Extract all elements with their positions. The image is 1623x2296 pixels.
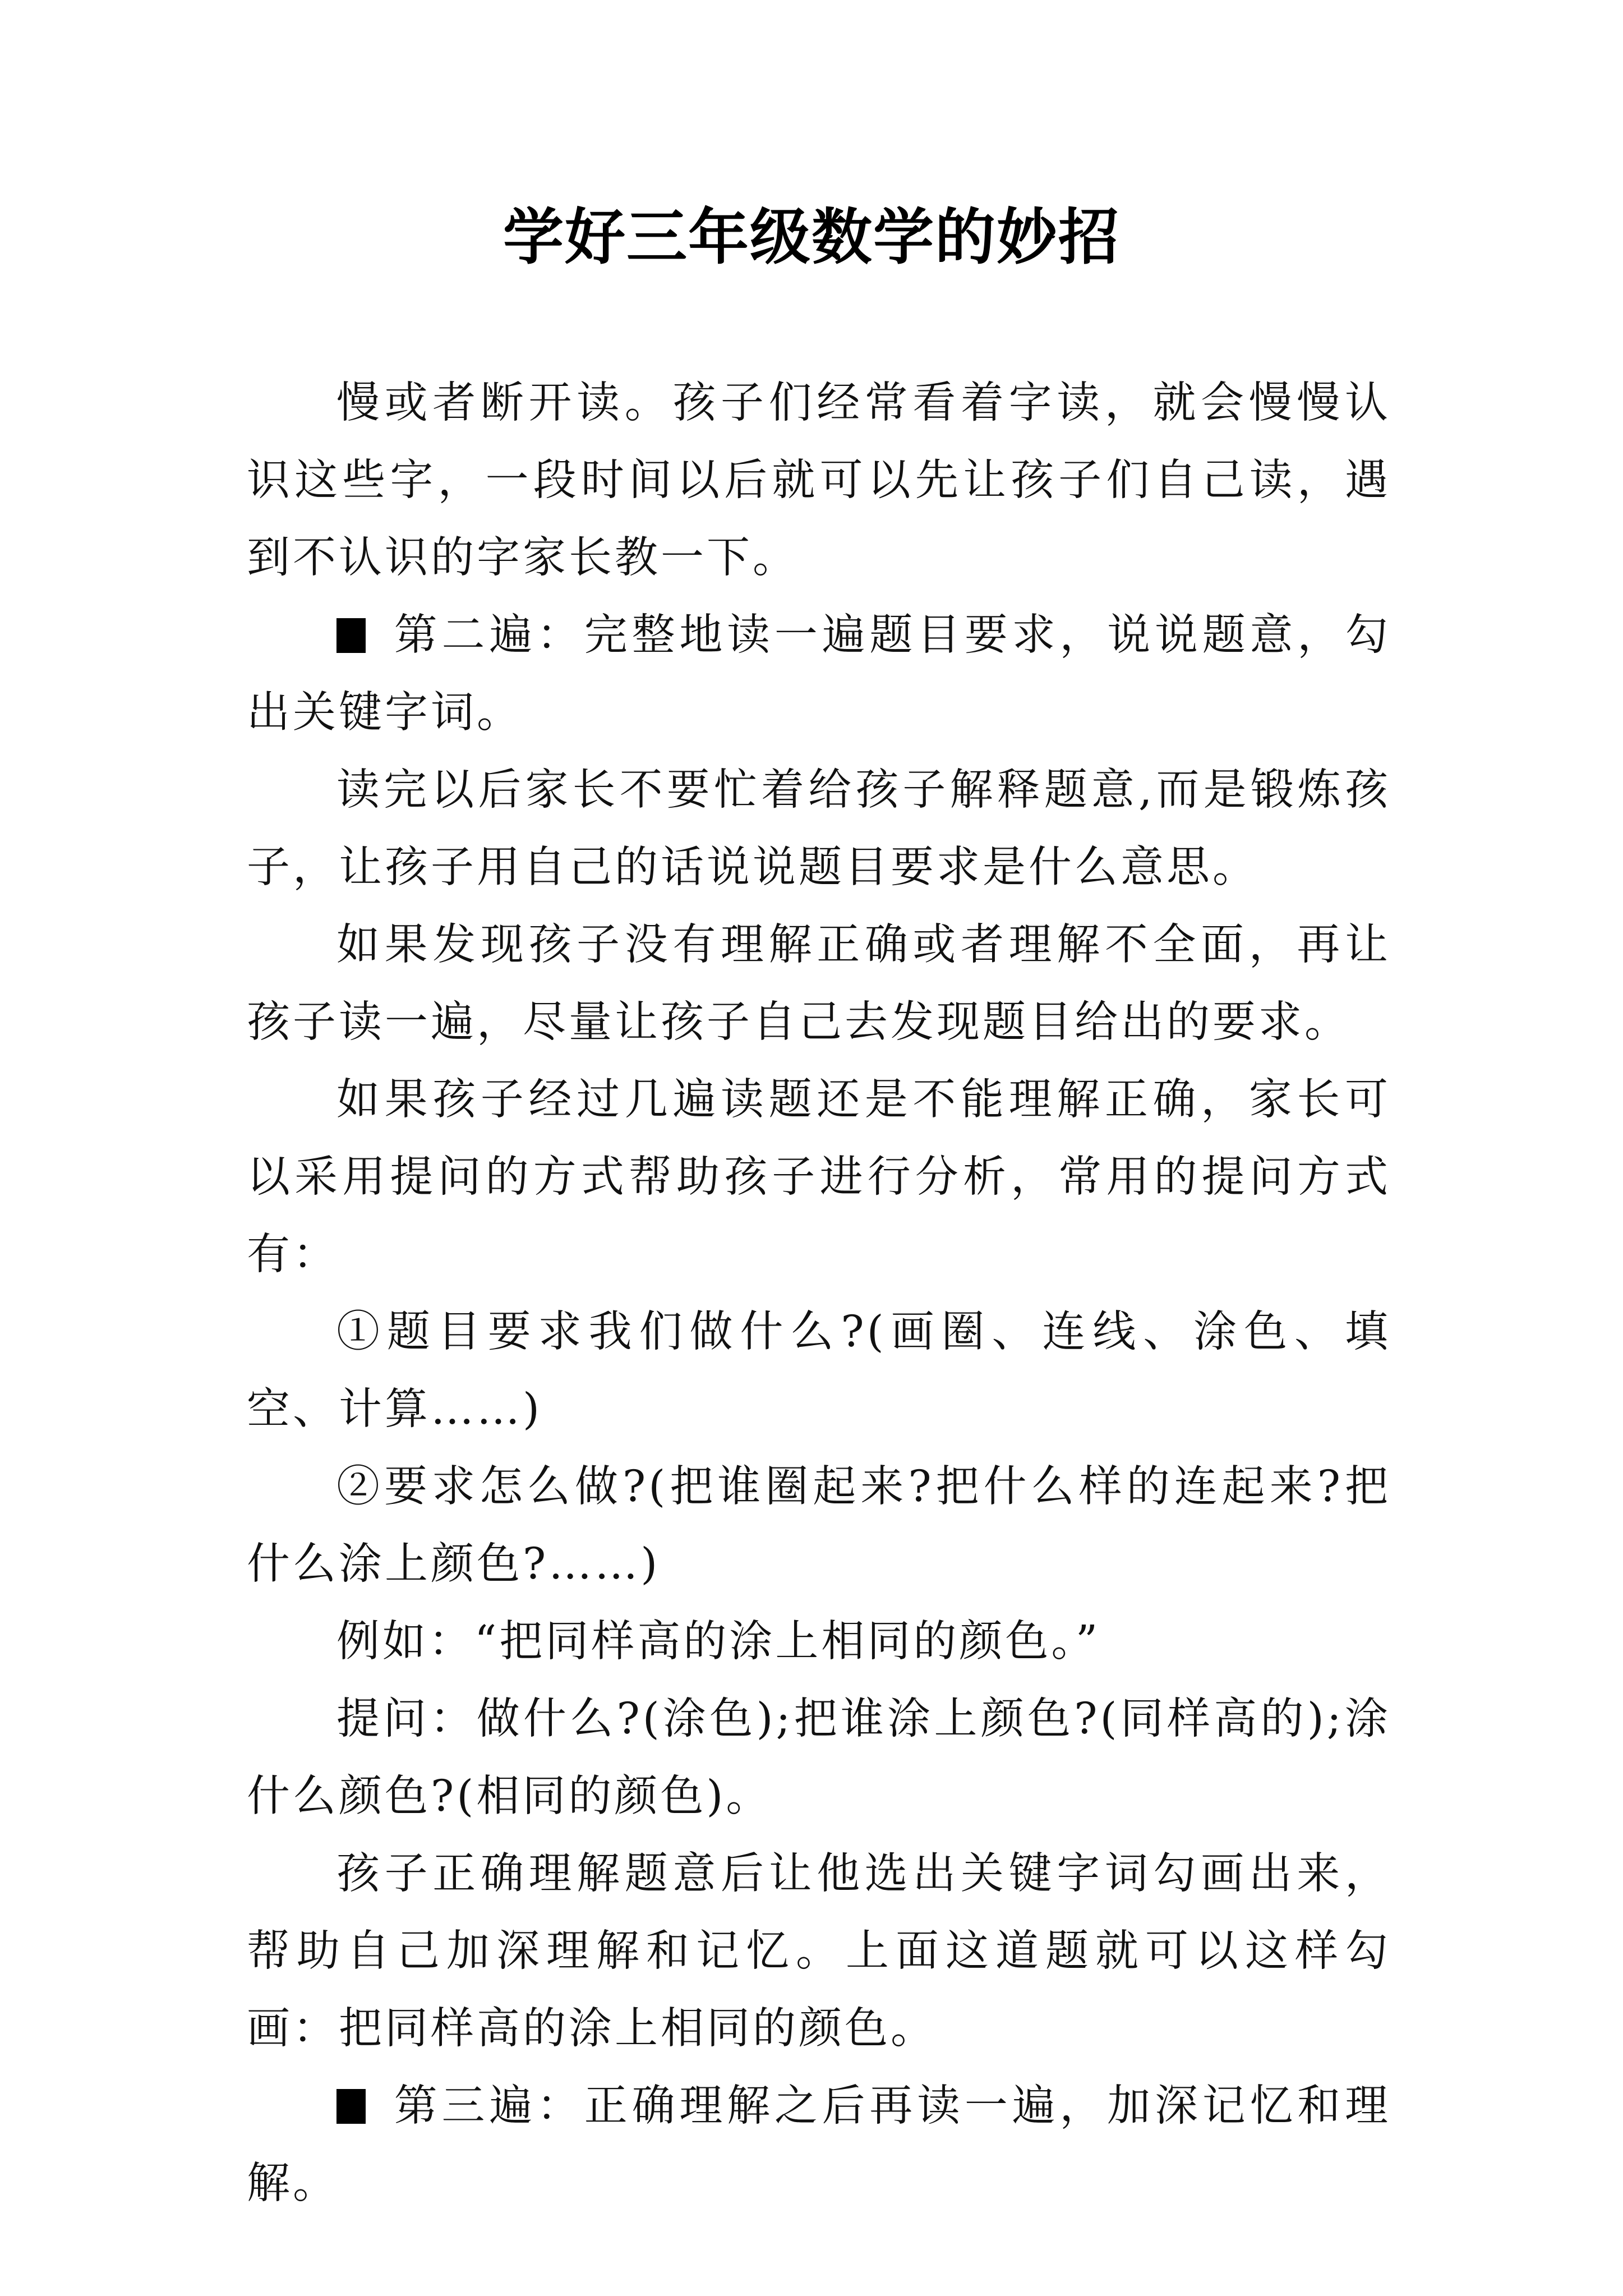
- question-paragraph: 提问：做什么?(涂色);把谁涂上颜色?(同样高的);涂什么颜色?(相同的颜色)。: [247, 1694, 1391, 1821]
- paragraph-3: 读完以后家长不要忙着给孩子解释题意,而是锻炼孩子，让孩子用自己的话说说题目要求是什么意思。: [247, 765, 1391, 892]
- document-title: 学好三年级数学的妙招: [502, 202, 1120, 273]
- question-item-2: ②要求怎么做?(把谁圈起来?把什么样的连起来?把什么涂上颜色?……): [247, 1462, 1391, 1589]
- step-three-text: 第三遍：正确理解之后再读一遍，加深记忆和理解。: [247, 2081, 1391, 2208]
- paragraph-step-two: [247, 597, 1391, 752]
- step-two-text: 第二遍：完整地读一遍题目要求，说说题意，勾出关键字词。: [247, 610, 1391, 738]
- paragraph-5: 如果孩子经过几遍读题还是不能理解正确，家长可以采用提问的方式帮助孩子进行分析，常用的提问方式有：: [247, 1075, 1391, 1280]
- paragraph-1: 慢或者断开读。孩子们经常看着字读，就会慢慢认识这些字，一段时间以后就可以先让孩子们自己读，遇到不认识的字家长教一下。: [247, 378, 1391, 583]
- paragraph-10: 孩子正确理解题意后让他选出关键字词勾画出来，帮助自己加深理解和记忆。上面这道题就可以这样勾画：把同样高的涂上相同的颜色。: [247, 1849, 1391, 2054]
- question-item-1: ①题目要求我们做什么?(画圈、连线、涂色、填空、计算……): [247, 1307, 1391, 1434]
- bullet-square-icon: [336, 2089, 366, 2124]
- bullet-square-icon: [336, 618, 366, 653]
- document-body: [247, 365, 1391, 2223]
- example-paragraph: 例如：“把同样高的涂上相同的颜色。”: [336, 1617, 1101, 1667]
- paragraph-step-three: [247, 2068, 1391, 2223]
- paragraph-4: 如果发现孩子没有理解正确或者理解不全面，再让孩子读一遍，尽量让孩子自己去发现题目给出的要求。: [247, 920, 1391, 1047]
